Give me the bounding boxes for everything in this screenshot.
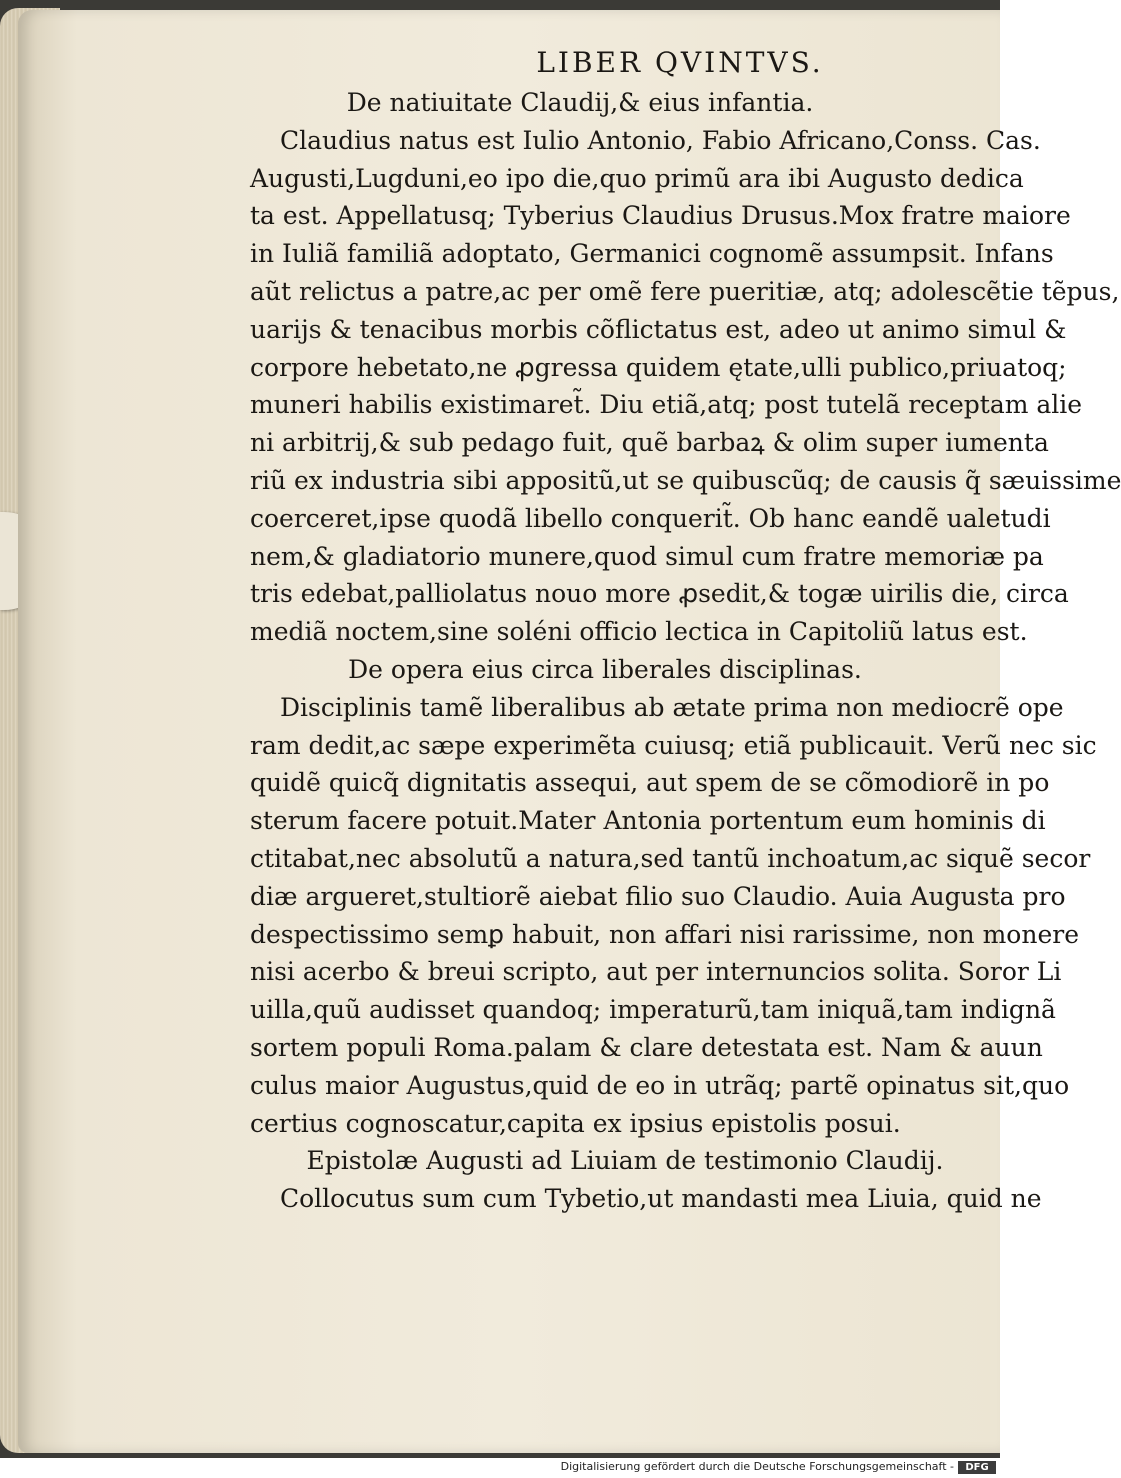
text-line: in Iuliã familiã adoptato, Germanici cognomẽ assumpsit. Infans bbox=[250, 239, 1054, 269]
text-line: ni arbitrij,& sub pedago fuit, quẽ barbaꝝ & olim super iumenta bbox=[250, 428, 1049, 458]
text-line: uilla,quũ audisset quandoq; imperaturũ,tam iniquã,tam indignã bbox=[250, 995, 1056, 1025]
text-line: despectissimo semꝑ habuit, non affari nisi rarissime, non monere bbox=[250, 919, 1080, 949]
text-line: quidẽ quicq̃ dignitatis assequi, aut spem de se cõmodiorẽ in po bbox=[250, 768, 1050, 798]
text-line: sortem populi Roma.palam & clare detestata est. Nam & auun bbox=[250, 1032, 1043, 1062]
text-line: corpore hebetato,ne ꝓgressa quidem ętate,ulli publico,priuatoq; bbox=[250, 352, 1067, 382]
text-line: aũt relictus a patre,ac per omẽ fere pueritiæ, atq; adolescẽtie tẽpus, bbox=[250, 276, 1120, 306]
text-line: ctitabat,nec absolutũ a natura,sed tantũ inchoatum,ac siquẽ secor bbox=[250, 843, 1091, 873]
text-line: uarijs & tenacibus morbis cõflictatus est, adeo ut animo simul & bbox=[250, 314, 1067, 344]
funding-notice: Digitalisierung gefördert durch die Deutsche Forschungsgemeinschaft - bbox=[560, 1460, 954, 1473]
text-line: sterum facere potuit.Mater Antonia portentum eum hominis di bbox=[250, 806, 1046, 836]
text-line: tris edebat,palliolatus nouo more ꝓsedit,& togæ uirilis die, circa bbox=[250, 579, 1069, 609]
section-heading: De opera eius circa liberales disciplinas. bbox=[348, 654, 862, 684]
running-head: LIBER QVINTVS. bbox=[536, 46, 824, 79]
text-line: riũ ex industria sibi appositũ,ut se quibuscũq; de causis q̃ sæuissime bbox=[250, 465, 1121, 495]
text-line: certius cognoscatur,capita ex ipsius epistolis posui. bbox=[250, 1108, 901, 1138]
footer-bar bbox=[0, 1458, 1000, 1478]
section-heading: Epistolæ Augusti ad Liuiam de testimonio Claudij. bbox=[306, 1146, 944, 1176]
text-line: coerceret,ipse quodã libello conquerit̃. Ob hanc eandẽ ualetudi bbox=[250, 503, 1051, 533]
text-line: Disciplinis tamẽ liberalibus ab ætate prima non mediocrẽ ope bbox=[280, 692, 1064, 722]
text-line: mediã noctem,sine soléni officio lectica in Capitoliũ latus est. bbox=[250, 617, 1028, 647]
text-line: nem,& gladiatorio munere,quod simul cum fratre memoriæ pa bbox=[250, 541, 1044, 571]
text-line: muneri habilis existimaret̃. Diu etiã,atq; post tutelã receptam alie bbox=[250, 390, 1083, 420]
text-line: Collocutus sum cum Tybetio,ut mandasti mea Liuia, quid ne bbox=[280, 1184, 1042, 1214]
text-line: Claudius natus est Iulio Antonio, Fabio Africano,Conss. Cas. bbox=[280, 125, 1041, 155]
text-line: ram dedit,ac sæpe experimẽta cuiusq; etiã publicauit. Verũ nec sic bbox=[250, 730, 1097, 760]
text-line: diæ argueret,stultiorẽ aiebat filio suo Claudio. Auia Augusta pro bbox=[250, 881, 1066, 911]
text-line: Augusti,Lugduni,eo ipo die,quo primũ ara ibi Augusto dedica bbox=[250, 163, 1024, 193]
dfg-logo-icon: DFG bbox=[958, 1461, 996, 1474]
page-text bbox=[250, 44, 1121, 1218]
section-heading: De natiuitate Claudij,& eius infantia. bbox=[346, 88, 814, 117]
text-line: nisi acerbo & breui scripto, aut per internuncios solita. Soror Li bbox=[250, 957, 1062, 987]
text-line: ta est. Appellatusq; Tyberius Claudius Drusus.Mox fratre maiore bbox=[250, 201, 1071, 231]
text-line: culus maior Augustus,quid de eo in utrãq; partẽ opinatus sit,quo bbox=[250, 1070, 1070, 1100]
